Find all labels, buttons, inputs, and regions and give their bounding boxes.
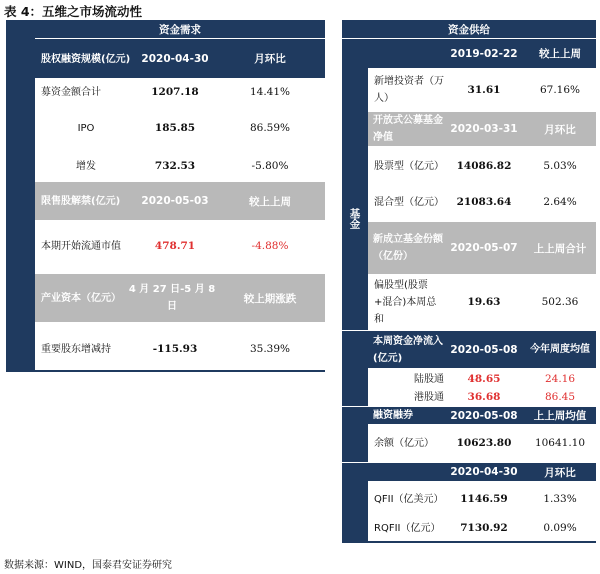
margin-date: 2020-05-08 (450, 409, 518, 422)
row-value: 7130.92 (460, 522, 508, 534)
row-label: 偏股型(股票+混合)本周总和 (374, 279, 437, 325)
net-inflow-avg-header: 今年周度均值 (530, 344, 590, 355)
net-inflow-header (368, 331, 596, 368)
row-label: 股票型（亿元） (374, 160, 444, 172)
row-change: -5.80% (251, 160, 289, 172)
lockup-expiry-header (35, 182, 325, 220)
row-change: -4.88% (251, 240, 289, 252)
row-change: 67.16% (539, 84, 581, 96)
qfii-date: 2020-04-30 (450, 466, 518, 478)
investor-date: 2019-02-22 (450, 47, 518, 60)
row-label: 募资金额合计 (41, 86, 101, 98)
equity-financing-header (35, 39, 325, 78)
row-label: QFII（亿美元） (374, 493, 444, 505)
table-title: 表 4：五维之市场流动性 (4, 4, 143, 19)
new-fund-label: 新成立基金份额（亿份） (373, 234, 443, 262)
row-value: 10623.80 (456, 437, 512, 449)
row-label: 混合型（亿元） (374, 196, 444, 208)
margin-avg-header: 上上周均值 (533, 410, 587, 422)
row-change: 86.59% (249, 122, 291, 134)
equity-financing-label: 股权融资规模(亿元) (41, 53, 131, 65)
row-value: 1146.59 (460, 493, 508, 505)
row-value: 478.71 (154, 240, 196, 252)
row-value: 48.65 (467, 373, 501, 385)
row-change: 2.64% (543, 196, 577, 208)
open-fund-header (368, 112, 596, 146)
row-change: 0.09% (543, 522, 577, 534)
row-label: 新增投资者（万人） (374, 76, 444, 104)
net-inflow-date: 2020-05-08 (450, 343, 518, 356)
row-value: -115.93 (152, 343, 198, 355)
open-fund-label: 开放式公募基金净值 (373, 115, 443, 143)
row-change: 5.03% (543, 160, 577, 172)
right-header: 资金供给 (342, 20, 596, 38)
qfii-header (368, 463, 596, 481)
row-value: 21083.64 (456, 196, 512, 208)
row-change: 10641.10 (534, 437, 586, 449)
row-value: 1207.18 (151, 86, 199, 98)
row-label: 重要股东增减持 (41, 343, 111, 355)
investor-header (368, 39, 596, 68)
row-value: 19.63 (467, 296, 501, 308)
right-side-bar (342, 39, 368, 541)
row-label: 本期开始流通市值 (41, 240, 121, 252)
row-label: 余额（亿元） (374, 437, 434, 449)
lockup-expiry-change-header: 较上上周 (249, 195, 291, 208)
qfii-change-header: 月环比 (544, 466, 576, 479)
row-label: 陆股通 (414, 373, 444, 385)
left-header: 资金需求 (35, 20, 325, 38)
industry-capital-label: 产业资本（亿元） (41, 292, 121, 304)
row-label: 增发 (76, 160, 96, 172)
investor-change-header: 较上上周 (539, 48, 581, 60)
new-fund-date: 2020-05-07 (450, 242, 518, 254)
row-value: 36.68 (467, 391, 501, 403)
left-side-bar (6, 20, 35, 370)
row-change: 1.33% (543, 493, 577, 505)
row-label: RQFII（亿元） (374, 522, 441, 534)
row-label: 港股通 (414, 391, 444, 403)
industry-capital-change-header: 较上期涨跌 (243, 292, 297, 305)
new-fund-change-header: 上上周合计 (533, 242, 587, 255)
net-inflow-label: 本周资金净流入(亿元) (373, 335, 443, 364)
row-value: 185.85 (154, 122, 196, 134)
lockup-expiry-label: 限售股解禁(亿元) (41, 195, 121, 207)
row-label: IPO (77, 122, 95, 134)
new-fund-header (368, 222, 596, 274)
open-fund-date: 2020-03-31 (450, 123, 518, 135)
row-value: 732.53 (154, 160, 196, 172)
fund-side-label: 基金 (348, 207, 361, 229)
margin-header (368, 407, 596, 424)
row-change: 502.36 (541, 296, 579, 308)
industry-capital-header (35, 274, 325, 322)
equity-financing-change-header: 月环比 (254, 53, 286, 65)
data-source: 数据来源：WIND，国泰君安证券研究 (4, 560, 173, 571)
industry-capital-period: 4 月 27 日-5 月 8 日 (128, 284, 216, 312)
row-change: 14.41% (249, 86, 291, 98)
lockup-expiry-date: 2020-05-03 (141, 195, 209, 207)
row-change: 24.16 (544, 373, 576, 385)
row-value: 31.61 (467, 84, 501, 96)
row-value: 14086.82 (456, 160, 512, 172)
row-change: 86.45 (544, 391, 576, 403)
row-change: 35.39% (249, 343, 291, 355)
equity-financing-date: 2020-04-30 (141, 52, 209, 65)
margin-label: 融资融券 (373, 410, 413, 421)
open-fund-change-header: 月环比 (544, 123, 576, 136)
